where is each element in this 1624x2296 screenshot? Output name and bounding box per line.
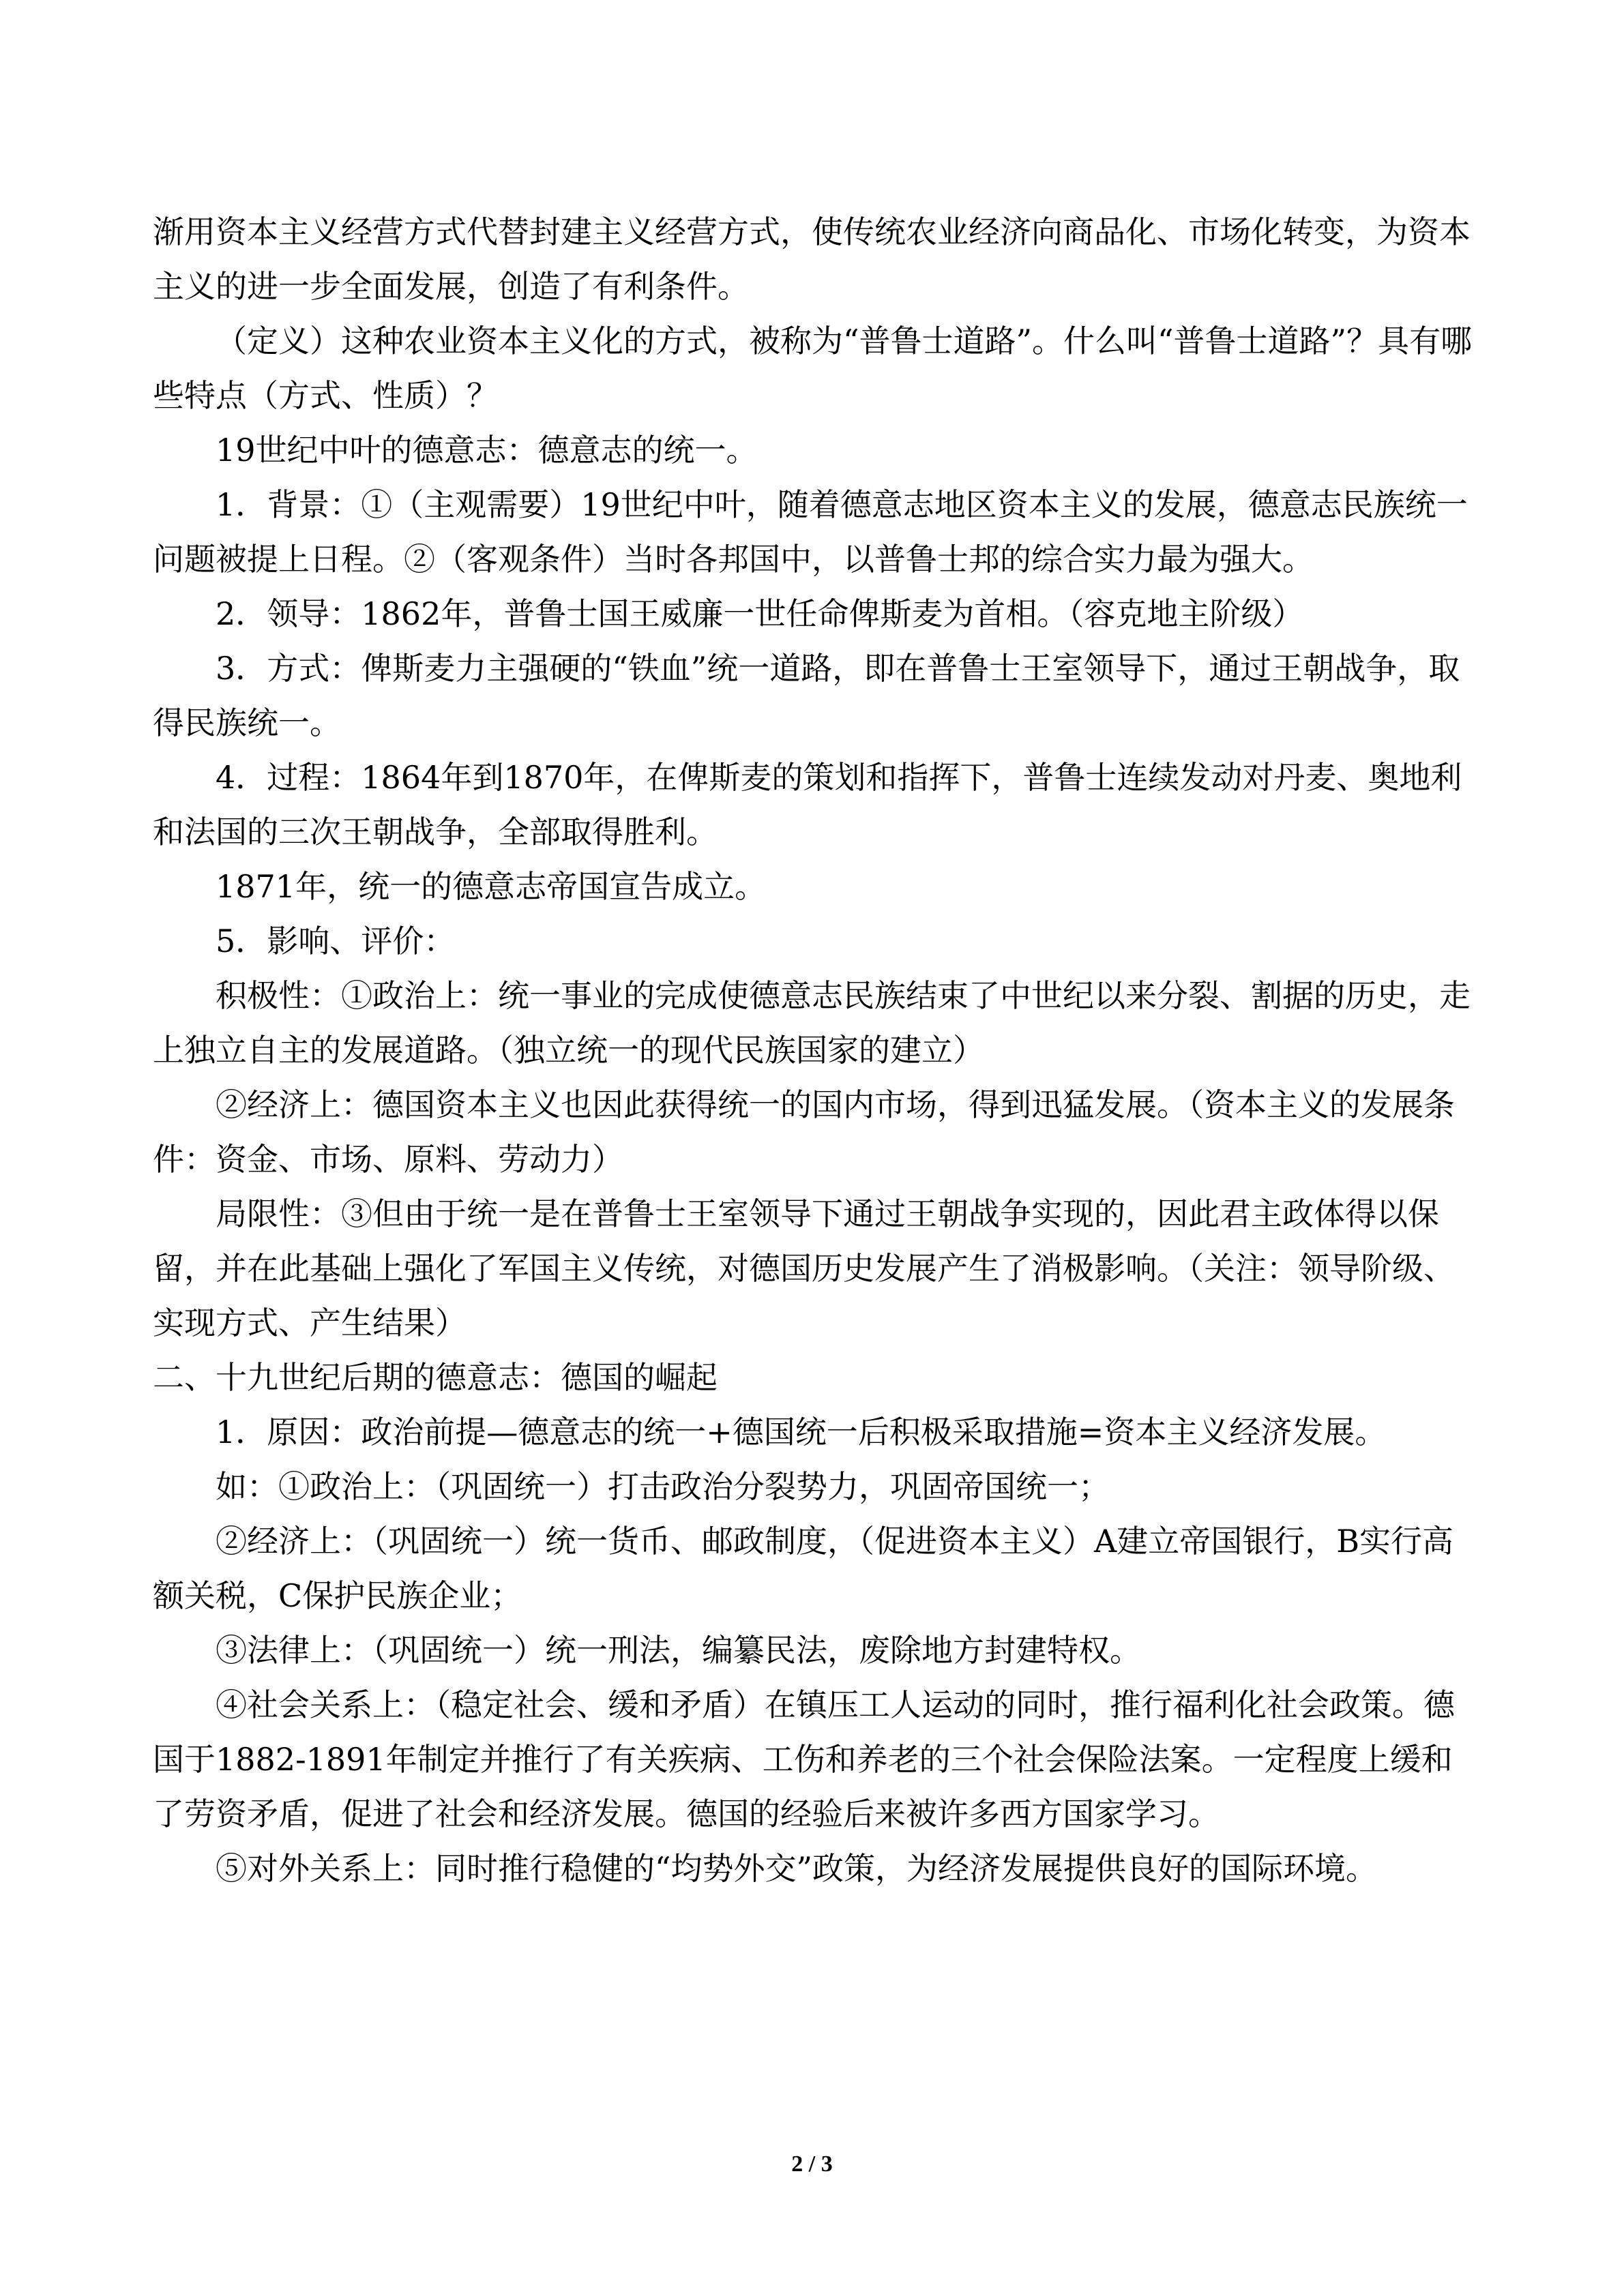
paragraph: ②经济上：德国资本主义也因此获得统一的国内市场，得到迅猛发展。（资本主义的发展条件：资金、市场、原料、劳动力）: [153, 1086, 1455, 1178]
paragraph: ②经济上：（巩固统一）统一货币、邮政制度，（促进资本主义）A建立帝国银行，B实行高额关税，C保护民族企业；: [153, 1523, 1454, 1614]
document-body: [153, 205, 1473, 1896]
paragraph: 4．过程：1864年到1870年，在俾斯麦的策划和指挥下，普鲁士连续发动对丹麦、奥地利和法国的三次王朝战争，全部取得胜利。: [153, 759, 1462, 850]
paragraph: ⑤对外关系上：同时推行稳健的“均势外交”政策，为经济发展提供良好的国际环境。: [216, 1850, 1378, 1887]
paragraph: 渐用资本主义经营方式代替封建主义经营方式，使传统农业经济向商品化、市场化转变，为资本主义的进一步全面发展，创造了有利条件。: [153, 213, 1471, 305]
paragraph: ④社会关系上：（稳定社会、缓和矛盾）在镇压工人运动的同时，推行福利化社会政策。德国于1882-1891年制定并推行了有关疾病、工伤和养老的三个社会保险法案。一定程度上缓和了劳资矛盾，促进了社会和经济发展。德国的经验后来被许多西方国家学习。: [153, 1686, 1455, 1832]
paragraph: 如：①政治上：（巩固统一）打击政治分裂势力，巩固帝国统一；: [216, 1468, 1110, 1505]
paragraph: 1871年，统一的德意志帝国宣告成立。: [216, 868, 767, 905]
paragraph: 局限性：③但由于统一是在普鲁士王室领导下通过王朝战争实现的，因此君主政体得以保留，并在此基础上强化了军国主义传统，对德国历史发展产生了消极影响。（关注：领导阶级、实现方式、产生结果）: [153, 1195, 1455, 1341]
paragraph: （定义）这种农业资本主义化的方式，被称为“普鲁士道路”。什么叫“普鲁士道路”？具有哪些特点（方式、性质）？: [153, 323, 1473, 414]
page-number: 2 / 3: [791, 2151, 833, 2177]
paragraph: 1．背景：①（主观需要）19世纪中叶，随着德意志地区资本主义的发展，德意志民族统一问题被提上日程。②（客观条件）当时各邦国中，以普鲁士邦的综合实力最为强大。: [153, 486, 1468, 578]
paragraph: 积极性：①政治上：统一事业的完成使德意志民族结束了中世纪以来分裂、割据的历史，走上独立自主的发展道路。（独立统一的现代民族国家的建立）: [153, 977, 1471, 1069]
paragraph: ③法律上：（巩固统一）统一刑法，编纂民法，废除地方封建特权。: [216, 1632, 1141, 1669]
paragraph: 2．领导：1862年，普鲁士国王威廉一世任命俾斯麦为首相。（容克地主阶级）: [216, 595, 1304, 632]
paragraph: 3．方式：俾斯麦力主强硬的“铁血”统一道路，即在普鲁士王室领导下，通过王朝战争，取得民族统一。: [153, 650, 1460, 741]
paragraph: 1．原因：政治前提—德意志的统一+德国统一后积极采取措施=资本主义经济发展。: [216, 1414, 1387, 1450]
section-heading: 二、十九世纪后期的德意志：德国的崛起: [153, 1359, 718, 1396]
paragraph: 5．影响、评价：: [216, 923, 456, 959]
paragraph: 19世纪中叶的德意志：德意志的统一。: [216, 432, 758, 468]
